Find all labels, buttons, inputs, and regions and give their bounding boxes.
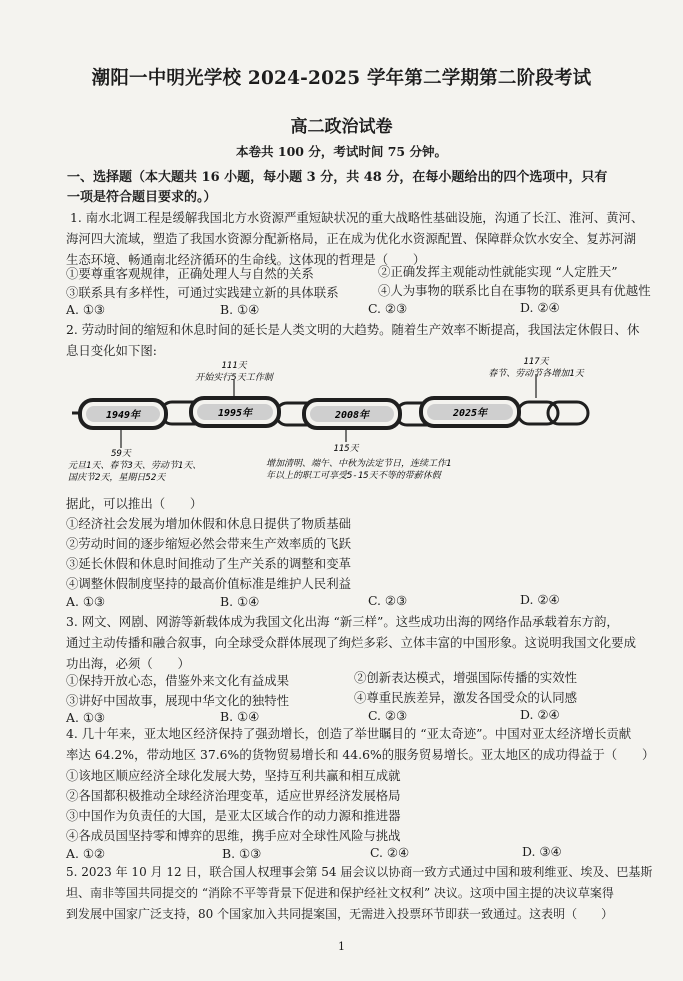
chain-2025-days: 117天 [523,357,549,367]
q2-choice-a: A. ①③ [66,594,106,609]
page-number: 1 [338,940,345,953]
q3-stem-line1: 3. 网文、网剧、网游等新载体成为我国文化出海 “新三样”。这些成功出海的网络作品承载着东方韵， [66,614,619,629]
q3-choice-a: A. ①③ [66,710,106,725]
chain-2025-note: 春节、劳动节各增加1天 [488,369,584,379]
chain-label-2025: 2025年 [452,408,488,419]
q4-stem-line2: 率达 64.2%，带动地区 37.6%的货物贸易增长和 44.6%的服务贸易增长。亚太地区的成功得益于（ ） [66,747,655,762]
q2-stem-line1: 2. 劳动时间的缩短和休息时间的延长是人类文明的大趋势。随着生产效率不断提高，我国法定休假日、休 [66,322,640,337]
q5-stem-line2: 坦、南非等国共同提交的 “消除不平等背景下促进和保护经社文权利” 决议。这项中国主提的决议草案得 [66,886,614,900]
q4-choice-a: A. ①② [66,846,106,861]
chain-1949-note-line1: 元旦1天、春节3天、劳动节1天、 [68,461,202,471]
q2-option-4: ④调整休假制度坚持的最高价值标准是维护人民利益 [66,576,351,591]
exam-info: 本卷共 100 分，考试时间 75 分钟。 [236,144,447,159]
exam-title: 潮阳一中明光学校 2024-2025 学年第二学期第二阶段考试 [91,68,592,89]
q3-choice-c: C. ②③ [368,708,408,723]
q5-stem-line1: 5. 2023 年 10 月 12 日，联合国人权理事会第 54 届会议以协商一致方式通过中国和玻利维亚、埃及、巴基斯 [66,865,653,879]
q4-choice-b: B. ①③ [222,846,262,861]
q4-choice-d: D. ③④ [522,844,562,859]
q5-stem-line3: 到发展中国家广泛支持，80 个国家加入共同提案国，无需进入投票环节即获一致通过。这表明（ ） [66,907,614,921]
q2-option-1: ①经济社会发展为增加休假和休息日提供了物质基础 [66,516,351,531]
q1-stem-line2: 海河四大流域，塑造了我国水资源分配新格局，正在成为优化水资源配置、保障群众饮水安全、复苏河湖 [66,231,636,246]
q4-option-2: ②各国都积极推动全球经济治理变革，适应世界经济发展格局 [66,788,401,803]
chain-label-1995: 1995年 [217,408,253,419]
q4-choice-c: C. ②④ [370,845,410,860]
q3-option-4: ④尊重民族差异，激发各国受众的认同感 [354,690,578,705]
chain-label-1949: 1949年 [105,410,141,421]
chain-2008-note-line1: 增加清明、端午、中秋为法定节日，连续工作1 [266,459,452,469]
q3-option-1: ①保持开放心态，借鉴外来文化有益成果 [66,673,290,688]
q3-option-3: ③讲好中国故事，展现中华文化的独特性 [66,693,290,708]
q2-choice-c: C. ②③ [368,593,408,608]
q1-choice-d: D. ②④ [520,300,560,315]
q3-choice-b: B. ①④ [220,709,260,724]
q1-stem-line3: 生态环境、畅通南北经济循环的生命线。这体现的哲理是（ ） [66,252,426,267]
q2-stem-line2: 息日变化如下图: [66,343,157,358]
q1-option-1: ①要尊重客观规律，正确处理人与自然的关系 [66,266,314,281]
q2-option-2: ②劳动时间的逐步缩短必然会带来生产效率质的飞跃 [66,536,351,551]
q1-choice-b: B. ①④ [220,302,260,317]
q4-option-4: ④各成员国坚持零和博弈的思维，携手应对全球性风险与挑战 [66,828,401,843]
q1-option-3: ③联系具有多样性，可通过实践建立新的具体联系 [66,285,339,300]
chain-2008-note-line2: 年以上的职工可享受5-15天不等的带薪休假 [266,471,441,481]
exam-subtitle: 高二政治试卷 [290,117,393,137]
chain-1949-note-line2: 国庆节2天，星期日52天 [68,473,166,483]
q2-choice-d: D. ②④ [520,592,560,607]
q3-stem-line2: 通过主动传播和融合叙事，向全球受众群体展现了绚烂多彩、立体丰富的中国形象。这说明我国文化要成 [66,635,636,650]
q2-option-3: ③延长休假和休息时间推动了生产关系的调整和变革 [66,556,351,571]
q1-choice-c: C. ②③ [368,301,408,316]
chain-1949-days: 59天 [111,449,131,459]
q1-option-4: ④人为事物的联系比自在事物的联系更具有优越性 [378,283,651,298]
q1-option-2: ②正确发挥主观能动性就能实现 “人定胜天” [378,264,618,279]
section-heading-line2: 一项是符合题目要求的。） [67,190,217,205]
section-heading-line1: 一、选择题（本大题共 16 小题，每小题 3 分，共 48 分，在每小题给出的四个选项中，只有 [67,170,608,185]
chain-1995-days: 111天 [221,361,247,371]
holiday-chain-figure [66,356,626,488]
q3-choice-d: D. ②④ [520,707,560,722]
q2-choice-b: B. ①④ [220,594,260,609]
chain-2008-days: 115天 [333,444,359,454]
q1-choice-a: A. ①③ [66,302,106,317]
chain-1995-note: 开始实行5天工作制 [195,373,273,383]
q4-option-3: ③中国作为负责任的大国，是亚太区域合作的动力源和推进器 [66,808,401,823]
q4-option-1: ①该地区顺应经济全球化发展大势，坚持互利共赢和相互成就 [66,768,401,783]
chain-label-2008: 2008年 [334,410,370,421]
q3-stem-line3: 功出海，必须（ ） [66,656,190,671]
q3-option-2: ②创新表达模式，增强国际传播的实效性 [354,670,578,685]
q2-stem-line3: 据此，可以推出（ ） [66,496,203,511]
q4-stem-line1: 4. 几十年来，亚太地区经济保持了强劲增长，创造了举世瞩目的 “亚太奇迹”。中国对亚太经济增长贡献 [66,726,632,741]
q1-stem-line1: 1. 南水北调工程是缓解我国北方水资源严重短缺状况的重大战略性基础设施，沟通了长江、淮河、黄河、 [70,210,644,225]
